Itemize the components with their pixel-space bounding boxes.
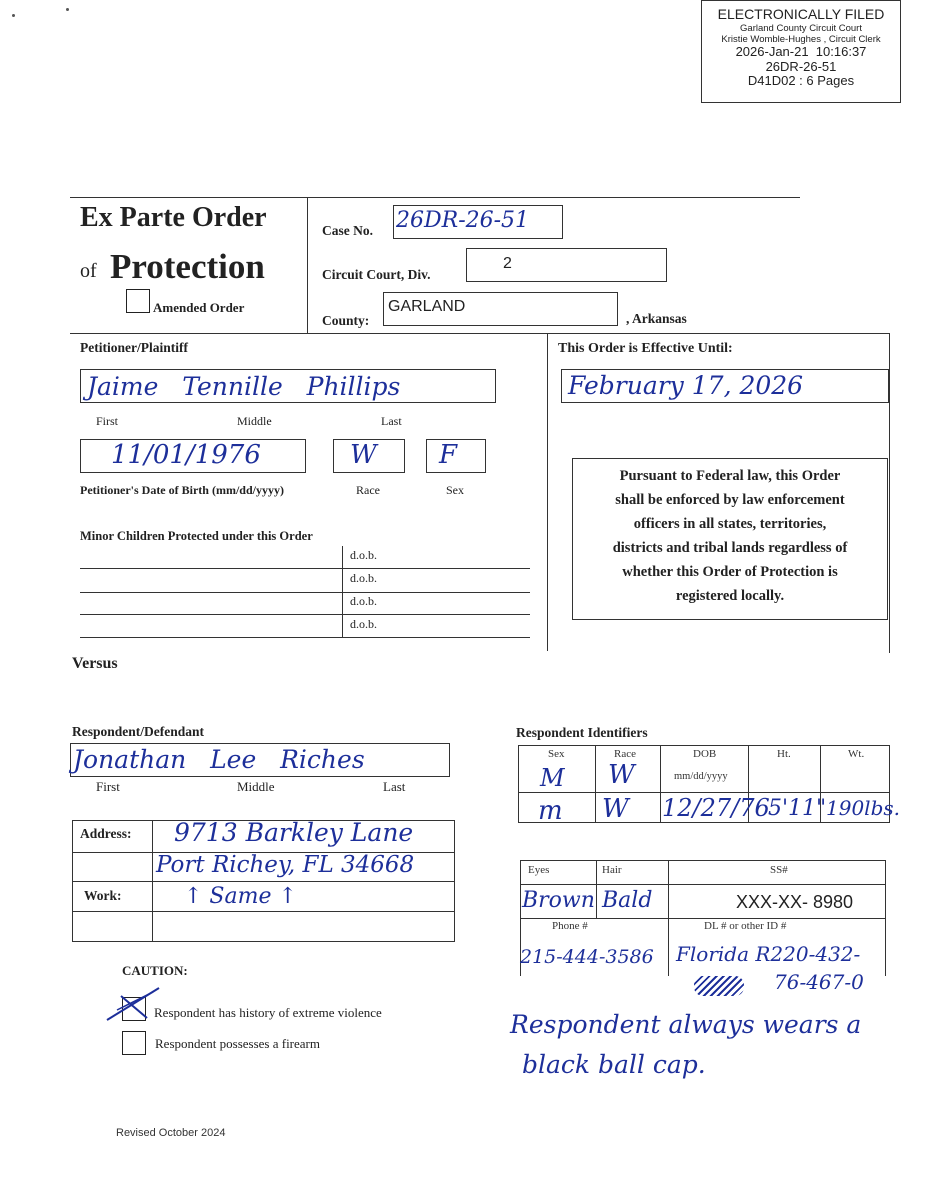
respondent-first-label: First (96, 779, 120, 794)
id-phone-label: Phone # (552, 920, 588, 932)
title-divider (307, 197, 308, 333)
amended-order-checkbox[interactable] (126, 289, 150, 313)
work-value: ↑ Same ↑ (184, 884, 297, 909)
county-label: County: (322, 313, 370, 328)
filing-stamp (701, 0, 901, 103)
petitioner-name-value: Jaime Tennille Phillips (87, 372, 401, 401)
circuit-div-label: Circuit Court, Div. (322, 267, 431, 282)
stamp-pages: D41D02 : 6 Pages (747, 72, 855, 88)
scan-speck (66, 8, 69, 11)
circuit-div-field[interactable] (466, 248, 667, 282)
identifiers-col-line (660, 745, 661, 823)
petitioner-heading: Petitioner/Plaintiff (80, 340, 188, 355)
minor-dob-label: d.o.b. (350, 594, 377, 608)
id-ht-value: 5'11" (768, 796, 827, 821)
id-race-value: W (602, 794, 629, 824)
id-phone-value: 215-444-3586 (520, 946, 654, 968)
minor-row-line (80, 637, 530, 638)
county-field[interactable] (383, 292, 618, 326)
id-ss-value: XXX-XX- 8980 (736, 892, 854, 912)
address-row-line (72, 911, 455, 912)
petitioner-sex-label: Sex (446, 483, 464, 497)
work-label: Work: (84, 888, 122, 903)
petitioner-sex-value: F (439, 440, 458, 470)
note-line2: black ball cap. (522, 1050, 706, 1079)
firearm-checkbox[interactable] (122, 1031, 146, 1055)
federal-notice-line: officers in all states, territories, (633, 516, 827, 532)
minor-dob-label: d.o.b. (350, 571, 377, 585)
identifiers2-row-line (520, 918, 886, 919)
federal-notice-line: Pursuant to Federal law, this Order (619, 468, 841, 484)
header-bottom-border (70, 333, 890, 334)
form-title-of: of (80, 260, 97, 282)
petitioner-name-field[interactable] (80, 369, 496, 403)
petitioner-dob-label: Petitioner's Date of Birth (mm/dd/yyyy) (80, 483, 284, 497)
federal-notice-box (572, 458, 888, 620)
stamp-clerk: Kristie Womble-Hughes , Circuit Clerk (721, 33, 881, 45)
id-race-value-top: W (608, 760, 635, 790)
id-dob-value: 12/27/76 (662, 794, 770, 822)
stamp-datetime: 2026-Jan-21 10:16:37 (735, 44, 867, 60)
minor-row-line (80, 568, 530, 569)
id-eyes-value: Brown (522, 888, 595, 913)
violence-label: Respondent has history of extreme violence (154, 1005, 382, 1020)
violence-checkbox[interactable] (122, 997, 146, 1021)
id-hair-value: Bald (602, 888, 653, 913)
id-sex-label: Sex (548, 748, 565, 760)
id-hair-label: Hair (602, 864, 622, 876)
minor-children-heading: Minor Children Protected under this Order (80, 529, 313, 543)
petitioner-race-label: Race (356, 483, 380, 497)
stamp-title: ELECTRONICALLY FILED (717, 6, 885, 22)
minor-dob-label: d.o.b. (350, 548, 377, 562)
petitioner-first-label: First (96, 414, 119, 428)
effective-until-field[interactable] (561, 369, 889, 403)
caution-heading: CAUTION: (122, 963, 188, 978)
amended-order-label: Amended Order (153, 300, 245, 315)
petitioner-last-label: Last (381, 414, 402, 428)
form-title-line1: Ex Parte Order (80, 202, 267, 233)
stamp-court: Garland County Circuit Court (740, 23, 862, 35)
versus-label: Versus (72, 655, 118, 672)
identifiers2-col-line (596, 860, 597, 918)
scan-speck (12, 14, 15, 17)
respondent-name-value: Jonathan Lee Riches (73, 745, 365, 774)
respondent-heading: Respondent/Defendant (72, 724, 205, 739)
id-dl-value-line1: Florida R220-432- (676, 942, 861, 966)
form-title-protection: Protection (110, 247, 265, 286)
identifiers-heading: Respondent Identifiers (516, 725, 648, 740)
case-no-label: Case No. (322, 223, 373, 238)
respondent-middle-label: Middle (237, 779, 275, 794)
petitioner-race-value: W (350, 440, 377, 470)
id-race-label: Race (614, 748, 636, 760)
id-dl-value-line2: 76-467-0 (774, 970, 864, 994)
id-dl-label: DL # or other ID # (704, 920, 787, 932)
note-line1: Respondent always wears a (510, 1010, 862, 1039)
id-ht-label: Ht. (777, 748, 791, 760)
petitioner-dob-field[interactable] (80, 439, 306, 473)
id-dob-format: mm/dd/yyyy (674, 771, 728, 782)
respondent-name-field[interactable] (70, 743, 450, 777)
effective-until-value: February 17, 2026 (568, 371, 804, 400)
revised-label: Revised October 2024 (116, 1127, 226, 1139)
case-no-field[interactable] (393, 205, 563, 239)
main-divider (547, 333, 548, 651)
form-top-border (70, 197, 800, 198)
petitioner-middle-label: Middle (237, 414, 272, 428)
firearm-label: Respondent possesses a firearm (155, 1036, 320, 1051)
effective-until-heading: This Order is Effective Until: (558, 341, 733, 356)
federal-notice-line: registered locally. (675, 588, 785, 604)
address-row-line (72, 881, 455, 882)
respondent-last-label: Last (383, 779, 406, 794)
id-wt-value: 190lbs. (826, 796, 900, 820)
id-eyes-label: Eyes (528, 864, 550, 876)
identifiers2-row-line (520, 884, 886, 885)
federal-notice-line: whether this Order of Protection is (622, 564, 838, 580)
id-wt-label: Wt. (848, 748, 865, 760)
case-no-value: 26DR-26-51 (396, 208, 530, 233)
id-ss-label: SS# (770, 864, 788, 876)
scribble-mark (694, 976, 744, 996)
id-sex-value: m (538, 796, 563, 826)
address-label: Address: (80, 826, 132, 841)
stamp-case: 26DR-26-51 (765, 58, 837, 74)
federal-notice-line: districts and tribal lands regardless of (612, 540, 848, 556)
minor-dob-label: d.o.b. (350, 617, 377, 631)
id-dob-label: DOB (693, 748, 717, 760)
petitioner-dob-value: 11/01/1976 (111, 440, 261, 470)
federal-notice-line: shall be enforced by law enforcement (615, 492, 845, 508)
state-label: , Arkansas (626, 311, 687, 326)
identifiers2-col-line (668, 860, 669, 976)
id-sex-value-top: M (540, 764, 565, 792)
petitioner-sex-field[interactable] (426, 439, 486, 473)
identifiers-row-line (518, 792, 890, 793)
circuit-div-value: 2 (503, 255, 512, 272)
identifiers-col-line (595, 745, 596, 823)
address-line1: 9713 Barkley Lane (174, 818, 414, 847)
minor-row-line (80, 614, 530, 615)
county-value: GARLAND (388, 298, 466, 315)
address-line2: Port Richey, FL 34668 (156, 852, 415, 878)
right-border (889, 333, 890, 653)
minor-row-line (80, 592, 530, 593)
petitioner-race-field[interactable] (333, 439, 405, 473)
